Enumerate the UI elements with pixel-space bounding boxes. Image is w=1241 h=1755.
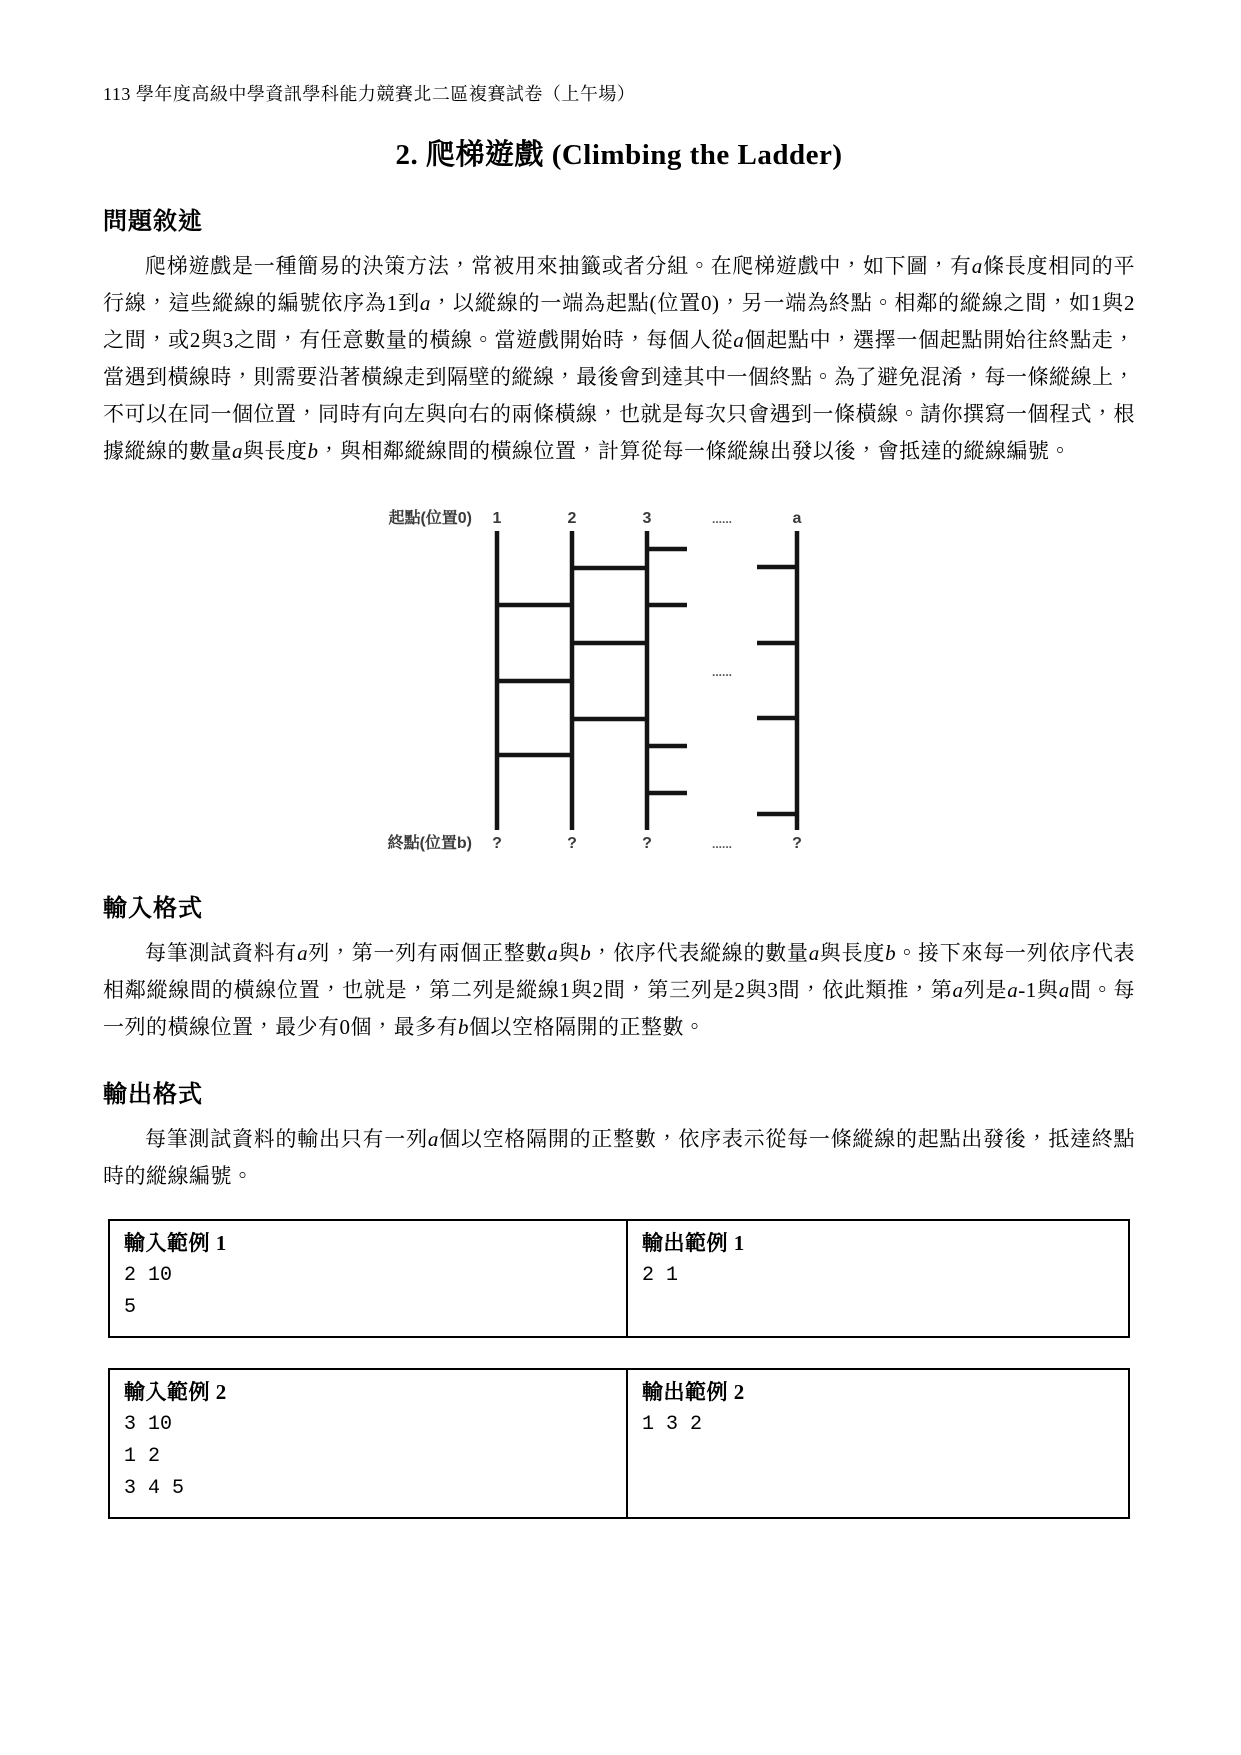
- ellipsis-label: ......: [711, 837, 733, 851]
- example-1-output-cell: [628, 1221, 1128, 1336]
- example-2-output-code: [642, 1409, 1114, 1441]
- output-format-paragraph: 每筆測試資料的輸出只有一列a個以空格隔開的正整數，依序表示從每一條縱線的起點出發後，抵達終點時的縱線編號。: [103, 1127, 1136, 1188]
- input-format-paragraph: 每筆測試資料有a列，第一列有兩個正整數a與b，依序代表縱線的數量a與長度b。接下來每一列依序代表相鄰縱線間的橫線位置，也就是，第二列是縱線1與2間，第三列是2與3間，依此類推，第a列是a-1與a間。每一列的橫線位置，最少有0個，最多有b個以空格隔開的正整數。: [103, 941, 1136, 1039]
- example-table-1: [108, 1219, 1130, 1338]
- section-heading-input-format: 輸入格式: [103, 896, 203, 922]
- example-2-input-label: 輸入範例 2: [124, 1380, 227, 1404]
- code-line: 5: [124, 1296, 137, 1319]
- ellipsis-label: ......: [711, 665, 733, 679]
- example-1-output-code: [642, 1260, 1114, 1292]
- ladder-column-label: 3: [642, 510, 652, 527]
- ladder-column-label: 1: [492, 510, 502, 527]
- example-1-input-cell: [110, 1221, 628, 1336]
- problem-title: 2. 爬梯遊戲 (Climbing the Ladder): [395, 139, 843, 171]
- ladder-diagram-svg: [380, 508, 816, 860]
- ladder-result-mark: ?: [792, 835, 802, 852]
- ladder-result-mark: ?: [492, 835, 502, 852]
- end-position-label: 終點(位置b): [387, 835, 472, 852]
- code-line: 3 10: [124, 1413, 173, 1436]
- ellipsis-label: ......: [711, 512, 733, 526]
- problem-description-paragraph: 爬梯遊戲是一種簡易的決策方法，常被用來抽籤或者分組。在爬梯遊戲中，如下圖，有a條長度相同的平行線，這些縱線的編號依序為1到a，以縱線的一端為起點(位置0)，另一端為終點。相鄰的縱線之間，如1與2之間，或2與3之間，有任意數量的橫線。當遊戲開始時，每個人從a個起點中，選擇一個起點開始往終點走，當遇到橫線時，則需要沿著橫線走到隔壁的縱線，最後會到達其中一個終點。為了避免混淆，每一條縱線上，不可以在同一個位置，同時有向左與向右的兩條橫線，也就是每次只會遇到一條橫線。請你撰寫一個程式，根據縱線的數量a與長度b，與相鄰縱線間的橫線位置，計算從每一條縱線出發以後，會抵達的縱線編號。: [103, 254, 1136, 463]
- example-table-2: [108, 1368, 1130, 1519]
- code-line: 1 3 2: [642, 1413, 703, 1436]
- example-1-input-label: 輸入範例 1: [124, 1231, 227, 1255]
- example-1-output-label: 輸出範例 1: [642, 1231, 745, 1255]
- code-line: 3 4 5: [124, 1477, 185, 1500]
- example-2-output-cell: [628, 1370, 1128, 1517]
- example-2-input-cell: [110, 1370, 628, 1517]
- ladder-column-label: a: [792, 510, 802, 527]
- ladder-result-mark: ?: [567, 835, 577, 852]
- ladder-result-mark: ?: [642, 835, 652, 852]
- example-1-input-code: [124, 1260, 612, 1324]
- ladder-column-label: 2: [567, 510, 577, 527]
- page-content: [103, 80, 1135, 1519]
- code-line: 2 10: [124, 1264, 173, 1287]
- ladder-figure: [380, 508, 816, 860]
- example-2-input-code: [124, 1409, 612, 1505]
- code-line: 1 2: [124, 1445, 161, 1468]
- example-2-output-label: 輸出範例 2: [642, 1380, 745, 1404]
- section-heading-output-format: 輸出格式: [103, 1082, 203, 1108]
- exam-header: 113 學年度高級中學資訊學科能力競賽北二區複賽試卷（上午場）: [103, 84, 636, 104]
- section-heading-problem: 問題敘述: [103, 209, 203, 235]
- code-line: 2 1: [642, 1264, 679, 1287]
- start-position-label: 起點(位置0): [388, 510, 472, 527]
